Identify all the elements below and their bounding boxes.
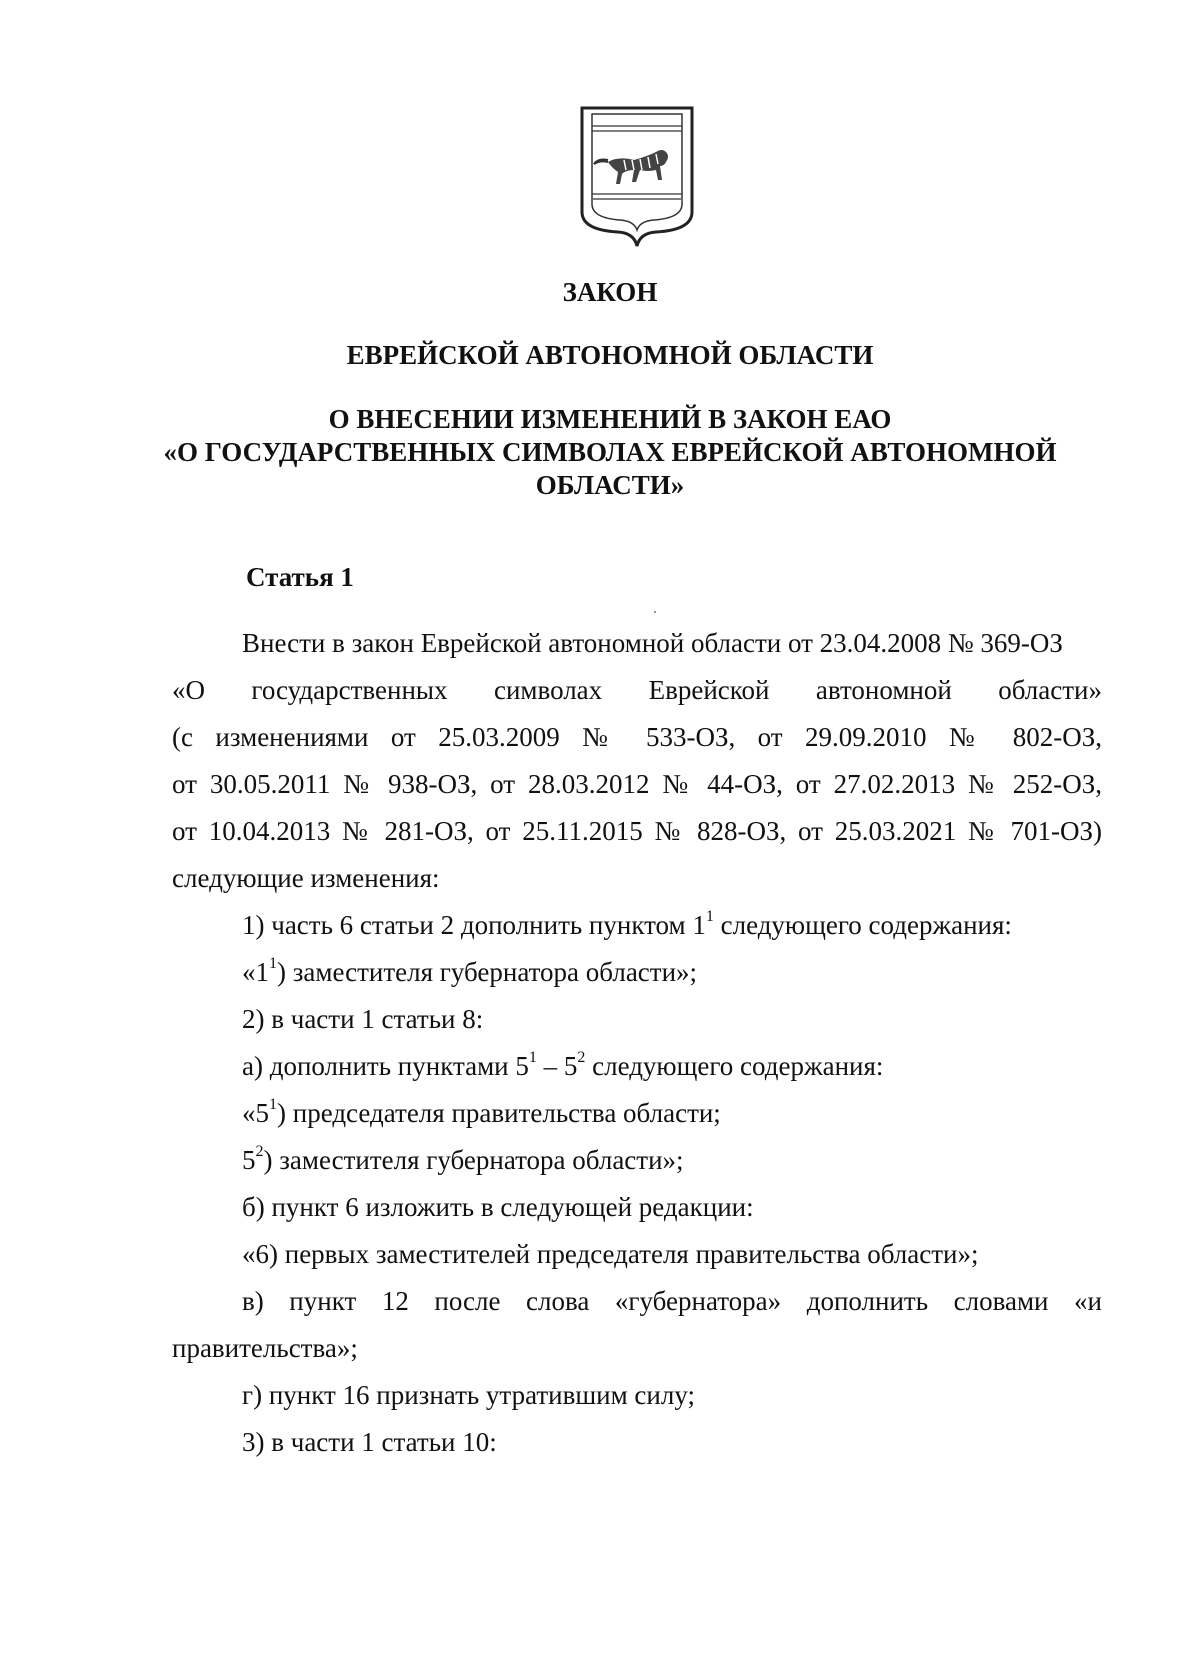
list-item: $5^2$) заместителя губернатора области»; xyxy=(242,1143,684,1175)
list-item: правительства»; xyxy=(172,1333,358,1363)
law-region: ЕВРЕЙСКОЙ АВТОНОМНОЙ ОБЛАСТИ xyxy=(346,340,874,370)
law-subject xyxy=(160,403,1060,502)
paragraph-line: «О государственных символах Еврейской автономной области» xyxy=(172,675,1102,705)
tiger-icon xyxy=(594,150,668,184)
coat-of-arms-emblem xyxy=(578,104,696,248)
list-item: «6) первых заместителей председателя правительства области»; xyxy=(242,1239,979,1269)
scan-speck xyxy=(654,611,656,613)
list-item: г) пункт 16 признать утратившим силу; xyxy=(242,1380,695,1410)
list-item: в) пункт 12 после слова «губернатора» дополнить словами «и xyxy=(242,1286,1102,1316)
paragraph-line: от 10.04.2013 № 281-ОЗ, от 25.11.2015 № 828-ОЗ, от 25.03.2021 № 701-ОЗ) xyxy=(172,816,1102,846)
paragraph-line: (с изменениями от 25.03.2009 № 533-ОЗ, от 29.09.2010 № 802-ОЗ, xyxy=(172,722,1102,752)
list-item: 1) часть 6 статьи 2 дополнить пунктом $1^1$ следующего содержания: xyxy=(242,908,1012,940)
law-title: ЗАКОН xyxy=(562,277,658,307)
list-item: «$5^1$) председателя правительства области; xyxy=(242,1096,721,1128)
paragraph-line: следующие изменения: xyxy=(172,863,440,893)
paragraph-line: Внести в закон Еврейской автономной области от 23.04.2008 № 369-ОЗ xyxy=(242,628,1063,658)
list-item: «$1^1$) заместителя губернатора области»; xyxy=(242,955,698,987)
paragraph-line: от 30.05.2011 № 938-ОЗ, от 28.03.2012 № 44-ОЗ, от 27.02.2013 № 252-ОЗ, xyxy=(172,769,1102,799)
list-item: б) пункт 6 изложить в следующей редакции: xyxy=(242,1192,754,1222)
law-subject-line: О ВНЕСЕНИИ ИЗМЕНЕНИЙ В ЗАКОН ЕАО xyxy=(328,404,892,434)
law-subject-line: ОБЛАСТИ» xyxy=(535,470,685,500)
law-subject-line: «О ГОСУДАРСТВЕННЫХ СИМВОЛАХ ЕВРЕЙСКОЙ АВТОНОМНОЙ xyxy=(163,437,1057,467)
article-title: Статья 1 xyxy=(246,562,354,592)
list-item: 2) в части 1 статьи 8: xyxy=(242,1004,484,1034)
list-item: а) дополнить пунктами $5^1 - 5^2$ следующего содержания: xyxy=(242,1049,884,1081)
list-item: 3) в части 1 статьи 10: xyxy=(242,1427,497,1457)
